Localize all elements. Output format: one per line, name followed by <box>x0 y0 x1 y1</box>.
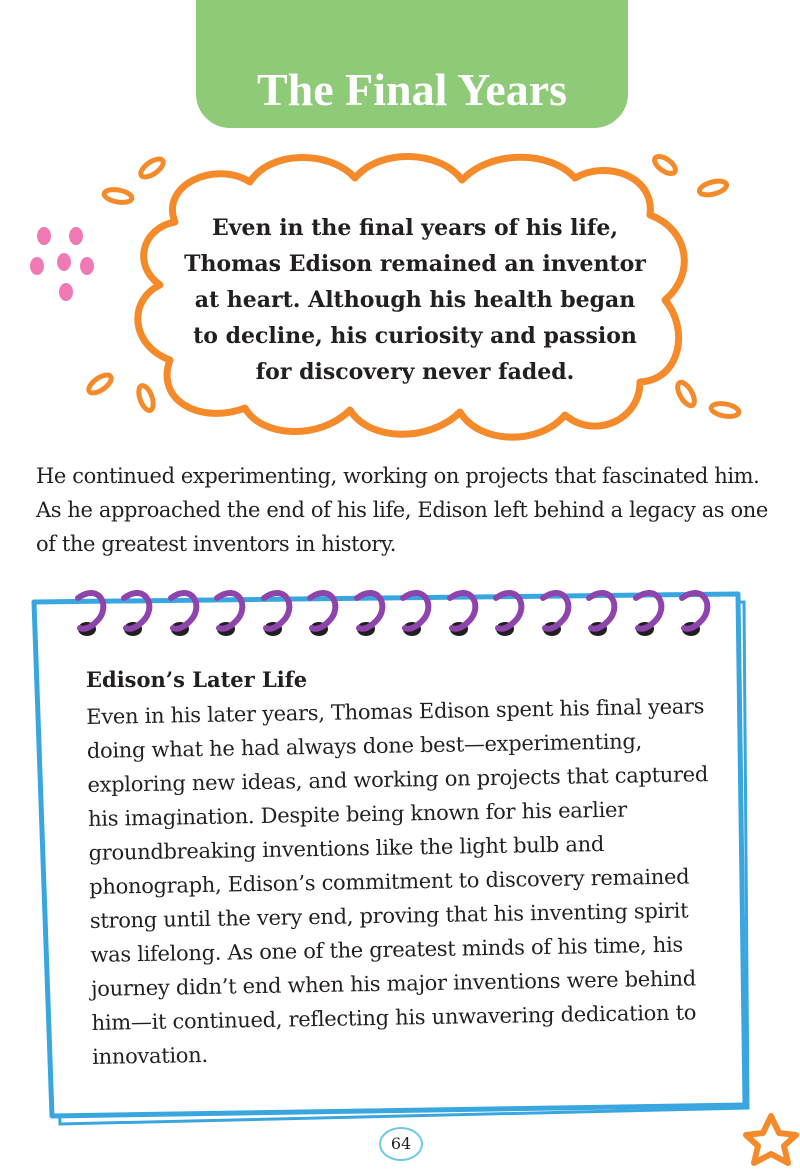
dot <box>37 227 51 245</box>
page-title: The Final Years <box>256 64 568 115</box>
drop <box>698 179 728 198</box>
drop <box>103 188 133 205</box>
intro-paragraph: He continued experimenting, working on projects that fascinated him. As he approached the end of his life, Edison left behind a legacy as one of the greatest inventors in history. <box>36 464 768 556</box>
dot <box>69 227 83 245</box>
drop <box>138 156 166 181</box>
drop <box>136 384 156 413</box>
star-icon <box>746 1116 796 1163</box>
drop <box>652 153 679 177</box>
drop <box>710 402 740 419</box>
cloud-callout-text: Even in the final years of his life, Thomas Edison remained an inventor at heart. Although his health began to decline, his curiosity and passion for discovery never faded. <box>184 215 646 385</box>
drop <box>674 380 697 409</box>
dot <box>30 257 44 275</box>
dot <box>59 283 73 301</box>
pink-dots <box>30 227 94 301</box>
notepad-body: Even in his later years, Thomas Edison spent his final years doing what he had always done best—experimenting, exploring new ideas, and working on projects that captured his imagination. Despite being known for his earlier groundbreaking inventions like the light bulb and phonograph, Edison’s commitment to discovery remained strong until the very end, proving that his inventing spirit was lifelong. As one of the greatest minds of his time, his journey didn’t end when his major inventions were behind him—it continued, reflecting his unwavering dedication to innovation. <box>86 694 709 1069</box>
dot <box>57 253 71 271</box>
notepad-heading: Edison’s Later Life <box>86 667 308 692</box>
page-number: 64 <box>379 1127 423 1161</box>
dot <box>80 257 94 275</box>
drop <box>86 372 114 397</box>
